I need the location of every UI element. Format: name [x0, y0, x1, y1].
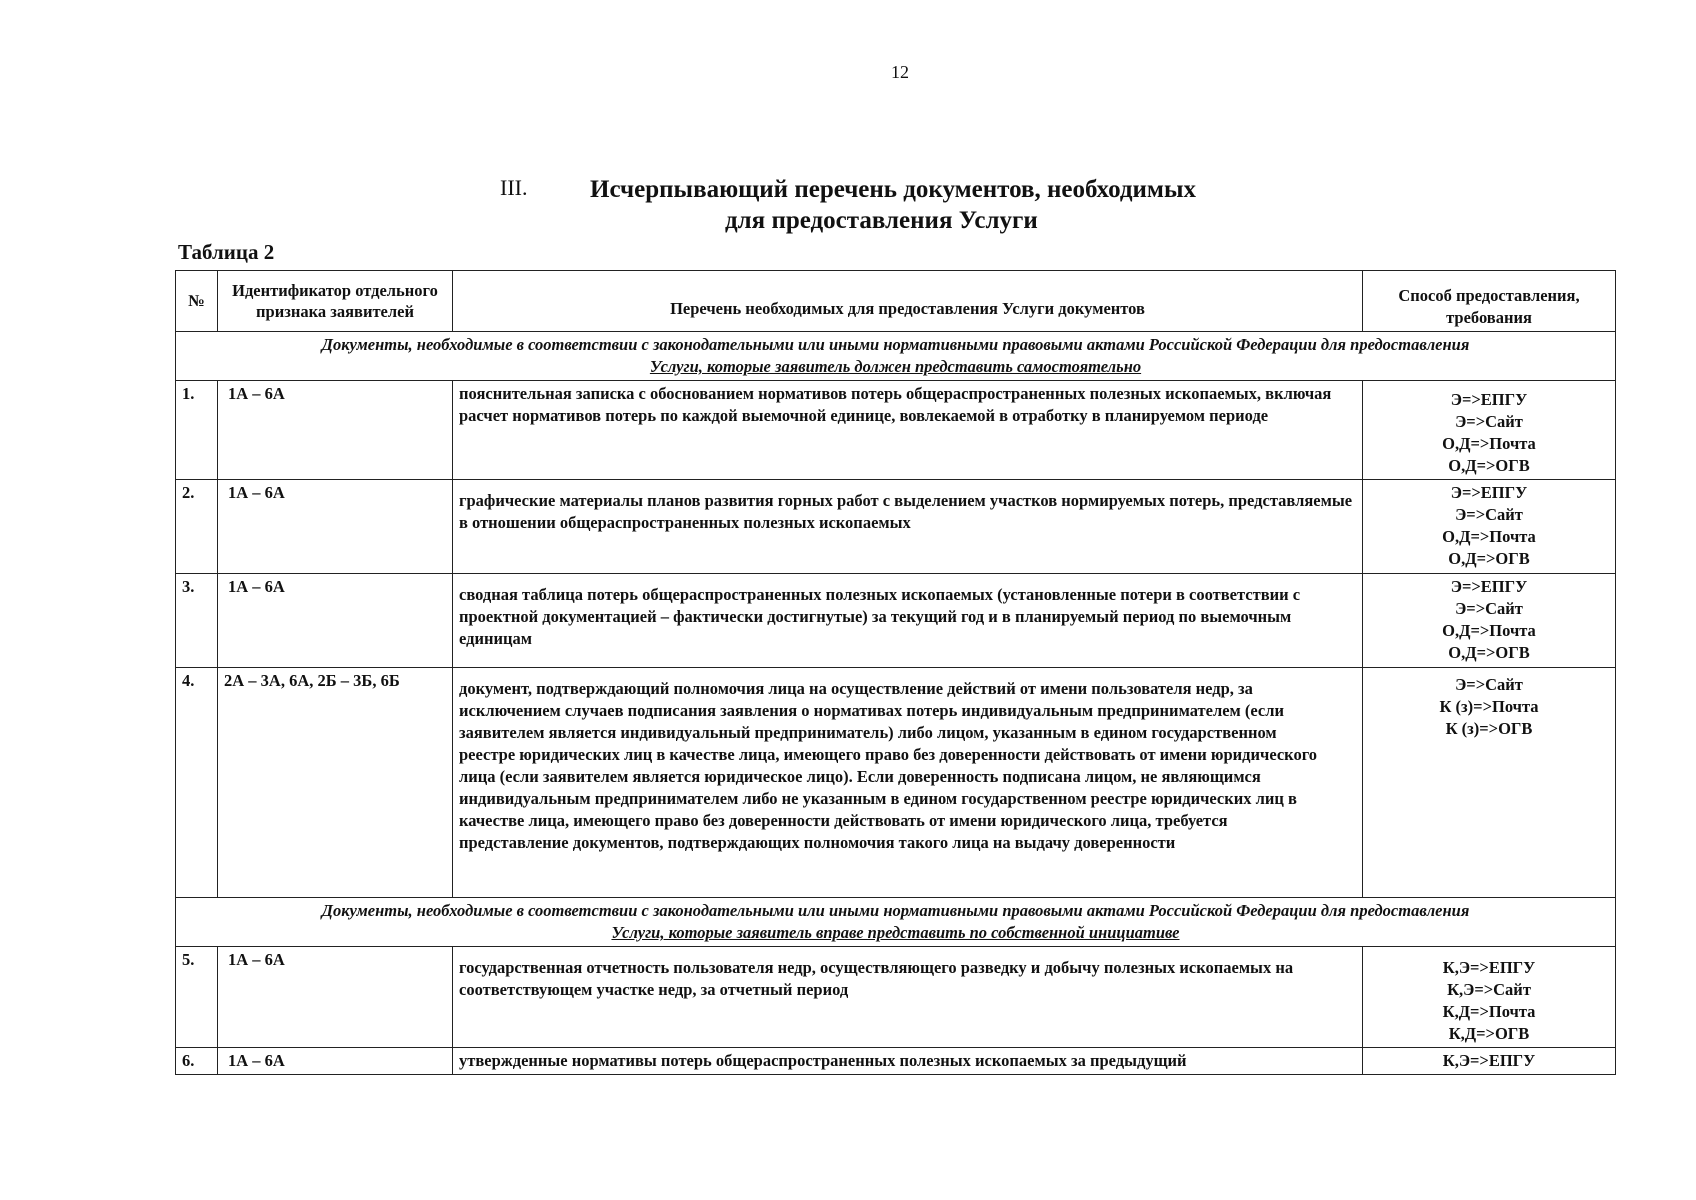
- row-methods: [1363, 381, 1616, 480]
- row-number: 3.: [176, 574, 218, 668]
- page-number: 12: [891, 62, 909, 82]
- section-row-mandatory: [176, 332, 1616, 381]
- table-caption: Таблица 2: [178, 240, 275, 264]
- row-ident: 1А – 6А: [218, 381, 453, 480]
- row-document: государственная отчетность пользователя недр, осуществляющего разведку и добычу полезных ископаемых на соответствующем участке недр, за отчетный период: [453, 947, 1363, 1048]
- section-title-line2: для предоставления Услуги: [725, 207, 1038, 234]
- method-item: Э=>ЕПГУ: [1450, 483, 1528, 502]
- row-methods: [1363, 668, 1616, 898]
- section-mandatory-line2: Услуги, которые заявитель должен представить самостоятельно: [649, 357, 1142, 376]
- method-item: Э=>ЕПГУ: [1450, 577, 1528, 596]
- section-row-optional: [176, 898, 1616, 947]
- table-row: [176, 1048, 1616, 1075]
- row-document: сводная таблица потерь общераспространенных полезных ископаемых (установленные потери в соответствии с проектной документацией – фактически достигнутые) за текущий год и в планируемый период по выемочным единицам: [453, 574, 1363, 668]
- method-item: К (з)=>ОГВ: [1445, 719, 1533, 738]
- method-item: О,Д=>Почта: [1442, 621, 1536, 640]
- row-document: документ, подтверждающий полномочия лица на осуществление действий от имени пользователя недр, за исключением случаев подписания заявления о нормативах потерь индивидуальным предпринимателем (если заявителем является индивидуальный предприниматель) либо лицом, указанным в едином государственном реестре юридических лиц в качестве лица, имеющего право без доверенности действовать от имени юридического лица (если заявителем является юридическое лицо). Если доверенность подписана лицом, не являющимся индивидуальным предпринимателем либо не указанным в едином государственном реестре юридических лиц в качестве лица, имеющего право без доверенности действовать от имени юридического лица, требуется представление документов, подтверждающих полномочия такого лица на выдачу доверенности: [453, 668, 1363, 898]
- method-item: Э=>ЕПГУ: [1450, 390, 1528, 409]
- row-ident: 1А – 6А: [218, 480, 453, 574]
- method-item: Э=>Сайт: [1455, 675, 1523, 694]
- table-row: [176, 574, 1616, 668]
- method-item: Э=>Сайт: [1455, 599, 1523, 618]
- method-item: О,Д=>ОГВ: [1448, 456, 1530, 475]
- row-methods: [1363, 480, 1616, 574]
- row-number: 5.: [176, 947, 218, 1048]
- row-methods: [1363, 574, 1616, 668]
- row-number: 1.: [176, 381, 218, 480]
- row-document: утвержденные нормативы потерь общераспространенных полезных ископаемых за предыдущий: [453, 1048, 1363, 1075]
- table-row: [176, 381, 1616, 480]
- row-number: 6.: [176, 1048, 218, 1075]
- section-title-line1: Исчерпывающий перечень документов, необходимых: [590, 176, 1196, 203]
- table-row: [176, 668, 1616, 898]
- method-item: К (з)=>Почта: [1439, 697, 1539, 716]
- method-item: О,Д=>Почта: [1442, 434, 1536, 453]
- section-mandatory-line1: Документы, необходимые в соответствии с законодательными или иными нормативными правовыми актами Российской Федерации для предоставления: [321, 335, 1470, 354]
- section-optional-line1: Документы, необходимые в соответствии с законодательными или иными нормативными правовыми актами Российской Федерации для предоставления: [321, 901, 1470, 920]
- row-document: пояснительная записка с обоснованием нормативов потерь общераспространенных полезных ископаемых, включая расчет нормативов потерь по каждой выемочной единице, вовлекаемой в отработку в планируемом периоде: [453, 381, 1363, 480]
- method-item: Э=>Сайт: [1455, 505, 1523, 524]
- method-item: К,Э=>Сайт: [1447, 980, 1531, 999]
- header-docs: Перечень необходимых для предоставления Услуги документов: [453, 271, 1363, 332]
- method-item: О,Д=>ОГВ: [1448, 643, 1530, 662]
- method-item: К,Э=>ЕПГУ: [1442, 958, 1536, 977]
- row-methods: [1363, 1048, 1616, 1075]
- row-ident: 1А – 6А: [218, 1048, 453, 1075]
- method-item: К,Д=>Почта: [1442, 1002, 1536, 1021]
- row-ident: 1А – 6А: [218, 947, 453, 1048]
- header-num: №: [176, 271, 218, 332]
- method-item: Э=>Сайт: [1455, 412, 1523, 431]
- section-optional-line2: Услуги, которые заявитель вправе представить по собственной инициативе: [611, 923, 1180, 942]
- row-number: 2.: [176, 480, 218, 574]
- header-method: Способ предоставления, требования: [1363, 271, 1616, 332]
- row-ident: 1А – 6А: [218, 574, 453, 668]
- method-item: К,Э=>ЕПГУ: [1442, 1051, 1536, 1070]
- table-header-row: [176, 271, 1616, 332]
- header-ident: Идентификатор отдельного признака заявителей: [218, 271, 453, 332]
- table-row: [176, 947, 1616, 1048]
- section-optional: [176, 898, 1616, 947]
- row-ident: 2А – 3А, 6А, 2Б – 3Б, 6Б: [218, 668, 453, 898]
- method-item: К,Д=>ОГВ: [1448, 1024, 1530, 1043]
- row-number: 4.: [176, 668, 218, 898]
- method-item: О,Д=>ОГВ: [1448, 549, 1530, 568]
- documents-table: [175, 270, 1616, 1075]
- table-row: [176, 480, 1616, 574]
- section-numeral: III.: [500, 175, 528, 200]
- row-methods: [1363, 947, 1616, 1048]
- section-mandatory: [176, 332, 1616, 381]
- method-item: О,Д=>Почта: [1442, 527, 1536, 546]
- row-document: графические материалы планов развития горных работ с выделением участков нормируемых потерь, представляемые в отношении общераспространенных полезных ископаемых: [453, 480, 1363, 574]
